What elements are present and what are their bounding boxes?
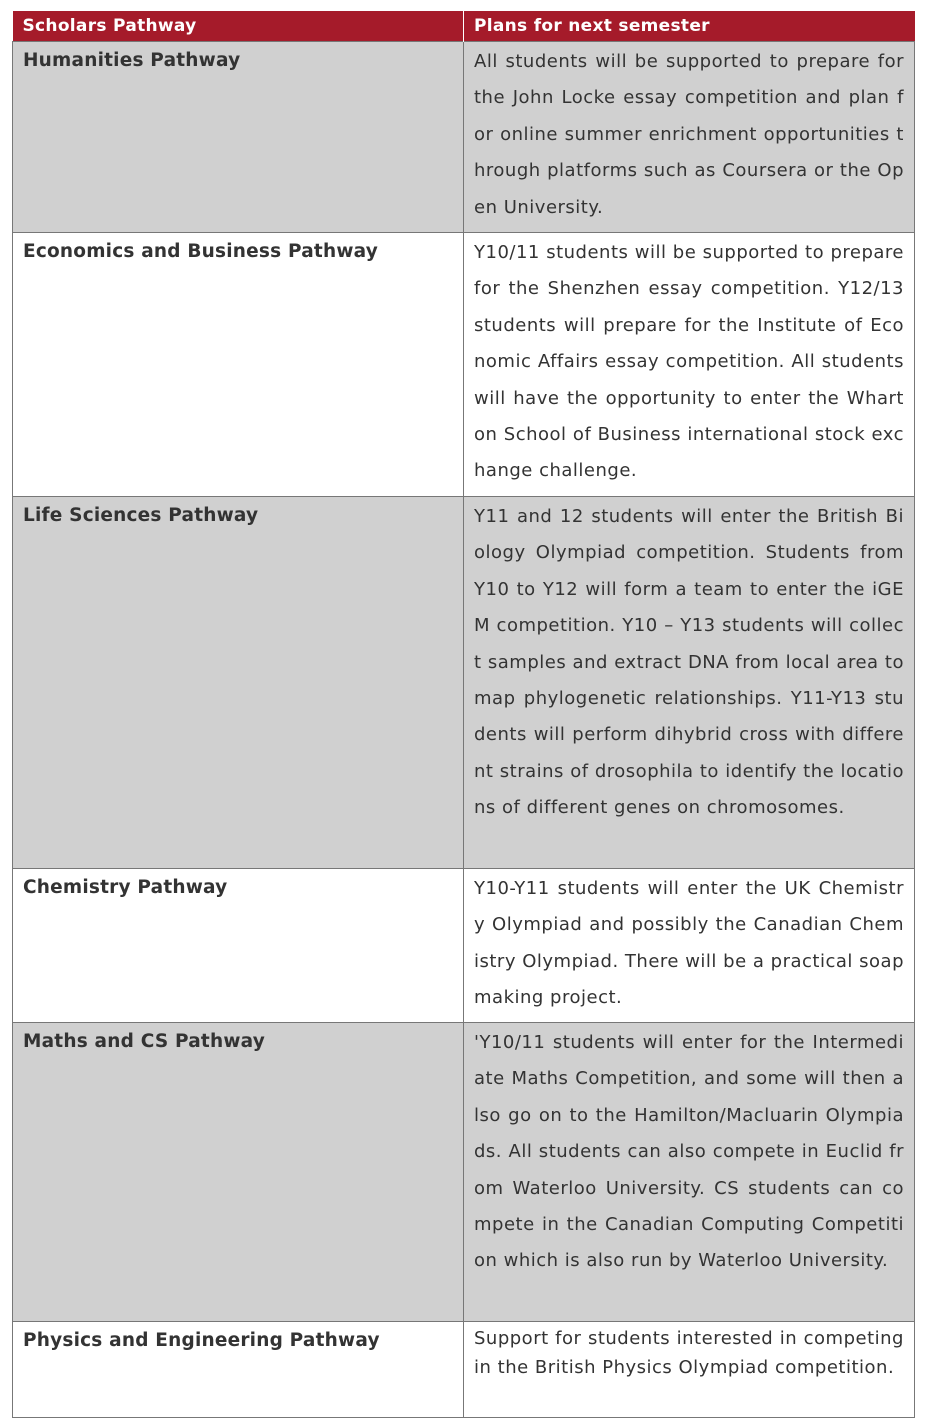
pathways-table-container (12, 11, 914, 1418)
pathway-plan: Y10/11 students will be supported to prepare for the Shenzhen essay competition. Y12/13 students will prepare for the Institute of Economic Affairs essay competition. All students will have the opportunity to enter the Wharton School of Business international stock exchange challenge. (464, 233, 915, 497)
pathway-name: Chemistry Pathway (13, 869, 464, 1023)
table-body (13, 42, 915, 1418)
table-row (13, 497, 915, 869)
pathway-plan: 'Y10/11 students will enter for the Intermediate Maths Competition, and some will then also go on to the Hamilton/Macluarin Olympiads. All students can also compete in Euclid from Waterloo University. CS students can compete in the Canadian Computing Competition which is also run by Waterloo University. (464, 1023, 915, 1322)
header-row (13, 11, 915, 42)
column-header-pathway: Scholars Pathway (13, 11, 464, 42)
table-row (13, 1023, 915, 1322)
pathways-table (12, 11, 915, 1418)
pathway-plan: Y11 and 12 students will enter the British Biology Olympiad competition. Students from Y10 to Y12 will form a team to enter the iGEM competition. Y10 – Y13 students will collect samples and extract DNA from local area to map phylogenetic relationships. Y11-Y13 students will perform dihybrid cross with different strains of drosophila to identify the locations of different genes on chromosomes. (464, 497, 915, 869)
table-row (13, 233, 915, 497)
pathway-name: Physics and Engineering Pathway (13, 1322, 464, 1418)
pathway-plan: Y10-Y11 students will enter the UK Chemistry Olympiad and possibly the Canadian Chemistry Olympiad. There will be a practical soap making project. (464, 869, 915, 1023)
column-header-plans: Plans for next semester (464, 11, 915, 42)
pathway-name: Humanities Pathway (13, 42, 464, 233)
table-row (13, 869, 915, 1023)
pathway-name: Life Sciences Pathway (13, 497, 464, 869)
pathway-plan: All students will be supported to prepare for the John Locke essay competition and plan for online summer enrichment opportunities through platforms such as Coursera or the Open University. (464, 42, 915, 233)
pathway-name: Economics and Business Pathway (13, 233, 464, 497)
table-header (13, 11, 915, 42)
table-row (13, 1322, 915, 1418)
pathway-name: Maths and CS Pathway (13, 1023, 464, 1322)
table-row (13, 42, 915, 233)
pathway-plan: Support for students interested in competing in the British Physics Olympiad competition. (464, 1322, 915, 1418)
